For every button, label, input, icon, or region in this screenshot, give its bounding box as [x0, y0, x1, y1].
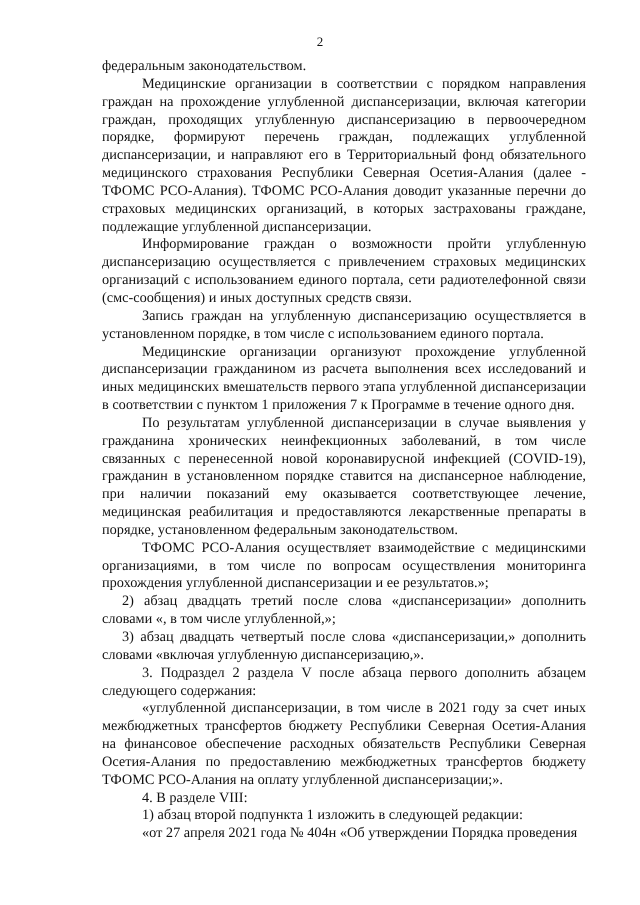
- paragraph: федеральным законодательством.: [102, 58, 307, 74]
- paragraph: Медицинские организации в соответствии с порядком направления граждан на прохождение углубленной диспансеризации, включая категории граждан, проходящих углубленную диспансеризацию в первоочередном порядке, формируют перечень граждан, подлежащих углубленной диспансеризации, и направляют его в Территориальный фонд обязательного медицинского страхования Республики Северная Осетия-Алания (далее - ТФОМС РСО-Алания). ТФОМС РСО-Алания доводит указанные перечни до страховых медицинских организаций, в которых застрахованы граждане, подлежащие углубленной диспансеризации.: [102, 75, 586, 235]
- paragraph: «углубленной диспансеризации, в том числе в 2021 году за счет иных межбюджетных трансфертов бюджету Республики Северная Осетия-Алания на финансовое обеспечение расходных обязательств Республики Северная Осетия-Алания по предоставлению межбюджетных трансфертов бюджету ТФОМС РСО-Алания на оплату углубленной диспансеризации;».: [102, 700, 586, 788]
- paragraph: Запись граждан на углубленную диспансеризацию осуществляется в установленном порядке, в том числе с использованием единого портала.: [102, 307, 586, 342]
- paragraph: 3) абзац двадцать четвертый после слова «диспансеризации,» дополнить словами «включая углубленную диспансеризацию,».: [102, 629, 586, 663]
- document-body: [102, 58, 586, 843]
- paragraph: Медицинские организации организуют прохождение углубленной диспансеризации гражданином из расчета выполнения всех исследований и иных медицинских вмешательств первого этапа углубленной диспансеризации в соответствии с пунктом 1 приложения 7 к Программе в течение одного дня.: [102, 343, 586, 414]
- paragraph: По результатам углубленной диспансеризации в случае выявления у гражданина хронических неинфекционных заболеваний, в том числе связанных с перенесенной новой коронавирусной инфекцией (COVID-19), гражданин в установленном порядке ставится на диспансерное наблюдение, при наличии показаний ему оказывается соответствующее лечение, медицинская реабилитация и предоставляются лекарственные препараты в порядке, установленном федеральным законодательством.: [102, 414, 586, 538]
- paragraph: 3. Подраздел 2 раздела V после абзаца первого дополнить абзацем следующего содержания:: [102, 664, 586, 699]
- paragraph: 1) абзац второй подпункта 1 изложить в следующей редакции:: [142, 807, 523, 824]
- page-number: 2: [316, 34, 324, 49]
- paragraph: ТФОМС РСО-Алания осуществляет взаимодействие с медицинскими организациями, в том числе по вопросам осуществления мониторинга прохождения углубленной диспансеризации и ее результатов.»;: [102, 539, 586, 592]
- paragraph: 2) абзац двадцать третий после слова «диспансеризации» дополнить словами «, в том числе углубленной,»;: [102, 593, 586, 628]
- paragraph: «от 27 апреля 2021 года № 404н «Об утверждении Порядка проведения: [142, 825, 578, 842]
- paragraph: Информирование граждан о возможности пройти углубленную диспансеризацию осуществляется с привлечением страховых медицинских организаций с использованием единого портала, сети радиотелефонной связи (смс-сообщения) и иных доступных средств связи.: [102, 236, 586, 306]
- paragraph: 4. В разделе VIII:: [142, 789, 248, 806]
